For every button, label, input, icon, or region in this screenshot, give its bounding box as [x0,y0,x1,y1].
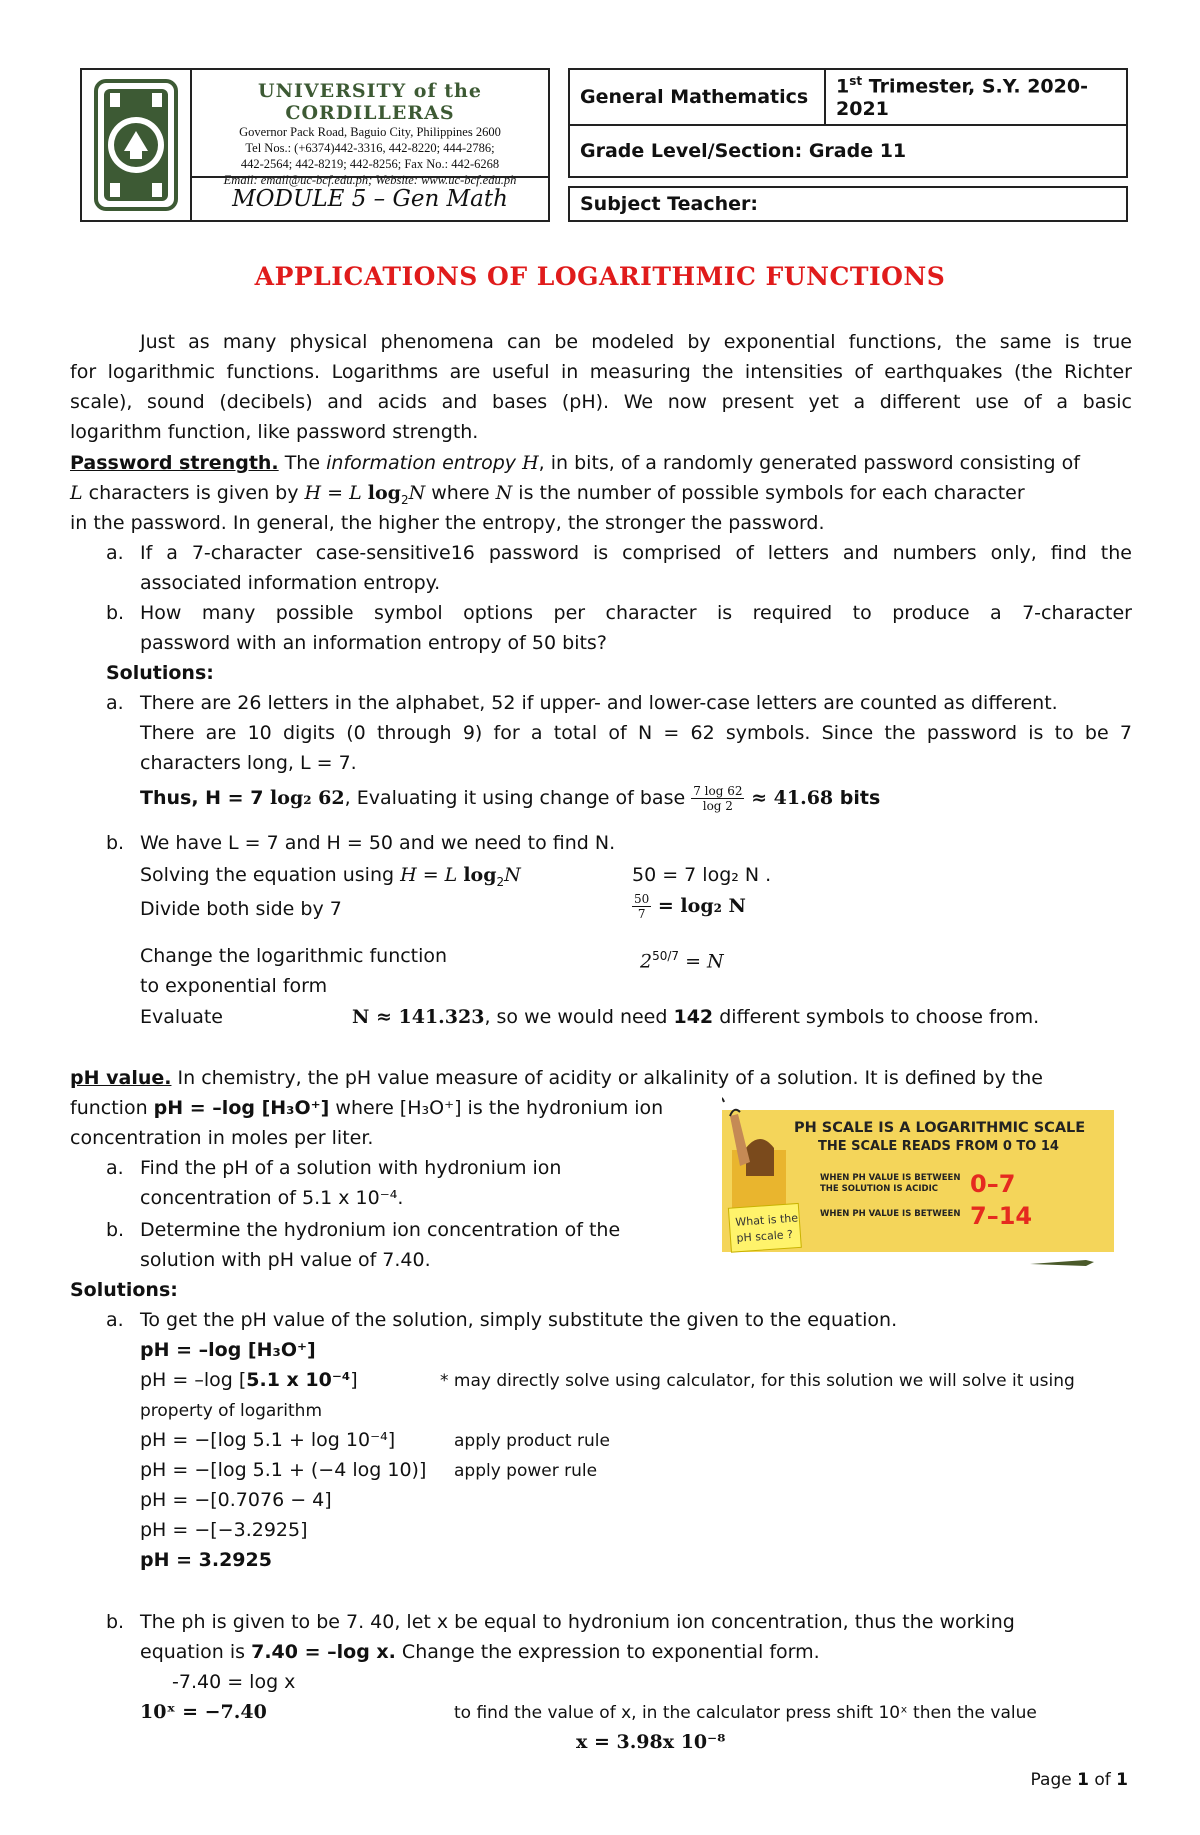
solution-b-line-4: Change the logarithmic function [140,945,448,967]
ph-product-rule-note: apply product rule [454,1431,610,1451]
ph-question-b-label: b. [106,1219,125,1241]
solution-b-line-3: Divide both side by 7 [140,898,342,920]
intro-line-1: Just as many physical phenomena can be modeled by exponential functions, the same is true [140,331,1132,353]
intro-line-2: for logarithmic functions. Logarithms are useful in measuring the intensities of earthquakes (the Richter [70,361,1132,383]
image-heading-1: PH SCALE IS A LOGARITHMIC SCALE [794,1120,1086,1136]
university-phones-1: Tel Nos.: (+6374)442-3316, 442-8220; 444-2786; [245,141,495,155]
ph-solution-b-label: b. [106,1611,125,1633]
ph-solution-b-step-2: 10ˣ = −7.40 [140,1701,267,1723]
module-label: MODULE 5 – Gen Math [232,186,508,212]
password-line-1: Password strength. The information entropy H, in bits, of a randomly generated password consisting of [70,452,1080,474]
solution-b-equation-1: 50 = 7 log₂ N . [632,864,772,886]
ph-solution-a-step-2: pH = –log [5.1 x 10⁻⁴] [140,1369,358,1391]
solution-a-line-3: characters long, L = 7. [140,752,357,774]
solution-b-line-2: Solving the equation using H = L $\log_2N$ [140,864,521,889]
solution-a-label: a. [106,692,124,714]
ph-heading: pH value. [70,1067,172,1089]
university-address: Governor Pack Road, Baguio City, Philippines 2600 [239,125,501,139]
term-cell [824,68,1128,126]
university-seal-icon [90,77,182,213]
ph-solution-a-answer: pH = 3.2925 [140,1549,272,1571]
solution-b-result: N ≈ 141.323, so we would need 142 different symbols to choose from. [352,1006,1040,1028]
ph-solution-a-note-2: property of logarithm [140,1401,323,1421]
ph-solution-b-line-2: equation is 7.40 = –log x. Change the expression to exponential form. [140,1641,820,1663]
solution-b-label: b. [106,832,125,854]
university-email: Email: email@uc-bcf.edu.ph; Website: www.uc-bcf.edu.ph [223,173,517,187]
solution-b-line-5: to exponential form [140,975,328,997]
image-heading-2: THE SCALE READS FROM 0 TO 14 [818,1139,1059,1154]
ph-question-b-line-2: solution with pH value of 7.40. [140,1249,431,1271]
sticky-note [728,1203,801,1252]
grade-label: Grade Level/Section: Grade 11 [580,140,907,162]
module-header [80,68,1128,222]
password-line-3: in the password. In general, the higher the entropy, the stronger the password. [70,512,825,534]
solutions-heading-1: Solutions: [106,662,214,684]
image-row1-text-2: THE SOLUTION IS ACIDIC [820,1184,938,1194]
subject-cell [568,68,826,126]
question-b-line-1: How many possible symbol options per character is required to produce a 7-character [140,602,1132,624]
ph-line-2: function pH = –log [H₃O⁺] where [H₃O⁺] is the hydronium ion [70,1097,664,1119]
page-number: Page 1 of 1 [1030,1770,1128,1790]
grade-cell [568,124,1128,178]
solution-a-line-4: Thus, H = 7 log₂ 62, Evaluating it using change of base $\frac{7 \log 62}{\log 2}$ ≈ 41.68 bits [140,784,881,813]
ph-question-b-line-1: Determine the hydronium ion concentration of the [140,1219,621,1241]
ph-question-a-line-2: concentration of 5.1 x 10⁻⁴. [140,1187,404,1209]
subject-label: General Mathematics [580,86,809,108]
image-row1-text-1: WHEN PH VALUE IS BETWEEN [820,1173,961,1183]
ph-solution-a-step-6: pH = −[−3.2925] [140,1519,308,1541]
ph-question-a-line-1: Find the pH of a solution with hydronium ion [140,1157,562,1179]
logo-cell [80,68,192,222]
solution-a-line-2: There are 10 digits (0 through 9) for a total of N = 62 symbols. Since the password is to be 7 [140,722,1132,744]
sticky-text-1: What is the [734,1211,799,1229]
ph-line-1: pH value. In chemistry, the pH value measure of acidity or alkalinity of a solution. It is defined by the [70,1067,1043,1089]
ph-scale-graphic [722,1096,1114,1274]
sticky-text-2: pH scale ? [736,1227,794,1245]
page-title: APPLICATIONS OF LOGARITHMIC FUNCTIONS [254,262,946,291]
solution-b-equation-3: $2^{50/7} = N$ [640,949,724,973]
ph-solution-a-label: a. [106,1309,124,1331]
question-a-line-2: associated information entropy. [140,572,441,594]
solution-a-line-1: There are 26 letters in the alphabet, 52 if upper- and lower-case letters are counted as different. [140,692,1058,714]
question-b-line-2: password with an information entropy of 50 bits? [140,632,607,654]
ph-scale-illustration [722,1096,1114,1274]
university-info [190,68,550,187]
teacher-cell [568,186,1128,222]
ph-solution-a-step-3: pH = −[log 5.1 + log 10⁻⁴] [140,1429,396,1451]
ph-solution-a-step-5: pH = −[0.7076 − 4] [140,1489,332,1511]
ph-calculator-note: to find the value of x, in the calculator press shift 10ˣ then the value [454,1703,1037,1723]
teacher-label: Subject Teacher: [580,193,758,215]
ph-solution-b-step-1: -7.40 = log x [172,1671,296,1693]
solutions-heading-2: Solutions: [70,1279,178,1301]
ph-solution-b-answer: x = 3.98x 10⁻⁸ [576,1731,726,1753]
ph-power-rule-note: apply power rule [454,1461,598,1481]
intro-line-4: logarithm function, like password strength. [70,421,479,443]
solution-b-equation-2: $\frac{50}{7}$ = log₂ N [634,892,746,921]
question-a-label: a. [106,542,124,564]
image-range-acidic: 0–7 [970,1170,1016,1198]
image-range-basic: 7–14 [970,1202,1033,1230]
solution-b-line-6: Evaluate [140,1006,223,1028]
question-a-line-1: If a 7-character case-sensitive16 password is comprised of letters and numbers only, find the [140,542,1132,564]
password-heading: Password strength. [70,452,279,474]
solution-b-line-1: We have L = 7 and H = 50 and we need to find N. [140,832,616,854]
ph-solution-b-line-1: The ph is given to be 7. 40, let x be equal to hydronium ion concentration, thus the working [140,1611,1015,1633]
university-phones-2: 442-2564; 442-8219; 442-8256; Fax No.: 442-6268 [240,157,500,171]
module-cell [190,176,550,222]
intro-line-3: scale), sound (decibels) and acids and bases (pH). We now present yet a different use of a basic [70,391,1132,413]
ph-solution-a-intro: To get the pH value of the solution, simply substitute the given to the equation. [140,1309,898,1331]
ph-solution-a-step-1: pH = –log [H₃O⁺] [140,1339,316,1361]
ph-question-a-label: a. [106,1157,124,1179]
question-b-label: b. [106,602,125,624]
ph-solution-a-note: * may directly solve using calculator, for this solution we will solve it using [440,1371,1075,1391]
ph-line-3: concentration in moles per liter. [70,1127,374,1149]
image-row2-text: WHEN PH VALUE IS BETWEEN [820,1209,961,1219]
ph-solution-a-step-4: pH = −[log 5.1 + (−4 log 10)] [140,1459,427,1481]
university-name: UNIVERSITY of the CORDILLERAS [258,80,482,124]
password-line-2: L characters is given by H = L $\log_2N$ where N is the number of possible symbols for each character [70,482,1025,507]
term-label: 1st Trimester, S.Y. 2020-2021 [836,74,1088,120]
